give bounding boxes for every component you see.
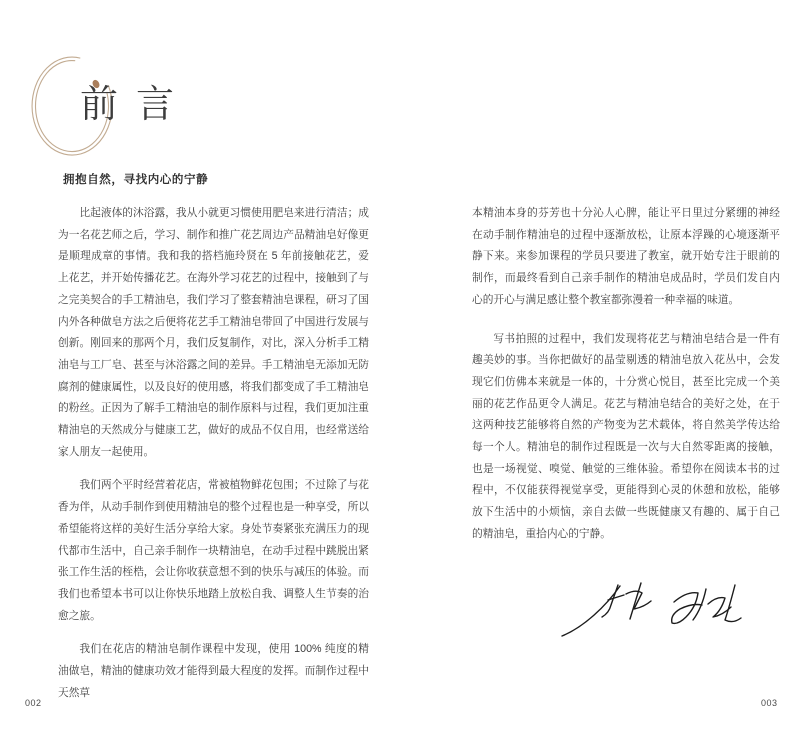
left-page-body <box>58 203 369 704</box>
page-number-left: 002 <box>25 698 42 708</box>
left-paragraph: 比起液体的沐浴露，我从小就更习惯使用肥皂来进行清洁；成为一名花艺师之后，学习、制作和推广花艺周边产品精油皂好像更是顺理成章的事情。我和我的搭档施玲贤在 5 年前接触花艺，爱上花艺，并开始传播花艺。在海外学习花艺的过程中，接触到了与之完美契合的手工精油皂，我们学习了整套精油皂课程，研习了国内外各种做皂方法之后便将花艺手工精油皂带回了中国进行发展与创新。刚回来的那两个月，我们反复制作，对比，深入分析手工精油皂与工厂皂、甚至与沐浴露之间的差异。手工精油皂无添加无防腐剂的健康属性，以及良好的使用感，将我们都变成了手工精油皂的粉丝。正因为了解手工精油皂的制作原料与过程，我们更加注重精油皂的天然成分与健康工艺，做好的成品不仅自用，也经常送给家人朋友一起使用。 <box>58 207 369 458</box>
left-paragraph: 我们在花店的精油皂制作课程中发现，使用 100% 纯度的精油做皂，精油的健康功效才能得到最大程度的发挥。而制作过程中天然草 <box>58 643 369 699</box>
page-number-right: 003 <box>761 698 778 708</box>
chapter-title: 前言 <box>80 84 193 126</box>
right-paragraph-continuation: 本精油本身的芬芳也十分沁人心脾，能让平日里过分紧绷的神经在动手制作精油皂的过程中逐渐放松，让原本浮躁的心境逐渐平静下来。来参加课程的学员只要进了教室，就开始专注于眼前的制作，而最终看到自己亲手制作的精油皂成品时，学员们发自内心的开心与满足感让整个教室都弥漫着一种幸福的味道。 <box>472 207 780 306</box>
right-page-body <box>472 203 780 546</box>
right-paragraph: 写书拍照的过程中，我们发现将花艺与精油皂结合是一件有趣美妙的事。当你把做好的晶莹剔透的精油皂放入花丛中，会发现它们仿佛本来就是一体的，十分赏心悦目，甚至比完成一个美丽的花艺作品更令人满足。花艺与精油皂结合的美好之处，在于这两种技艺能够将自然的产物变为艺术载体，将自然美学传达给每一个人。精油皂的制作过程既是一次与大自然零距离的接触，也是一场视觉、嗅觉、触觉的三维体验。希望你在阅读本书的过程中，不仅能获得视觉享受，更能得到心灵的休憩和放松，能够放下生活中的小烦恼，亲自去做一些既健康又有趣的、属于自己的精油皂，重拾内心的宁静。 <box>472 332 780 540</box>
section-heading: 拥抱自然，寻找内心的宁静 <box>63 174 209 186</box>
left-paragraph: 我们两个平时经营着花店，常被植物鲜花包围；不过除了与花香为伴，从动手制作到使用精油皂的整个过程也是一种享受，所以希望能将这样的美好生活分享给大家。身处节奏紧张充满压力的现代都市生活中，自己亲手制作一块精油皂，在动手过程中跳脱出紧张工作生活的桎梏，会让你收获意想不到的快乐与减压的体验。而我们也希望本书可以让你快乐地踏上放松自我、调整人生节奏的治愈之旅。 <box>58 479 369 622</box>
authors-signature-icon <box>556 578 754 644</box>
